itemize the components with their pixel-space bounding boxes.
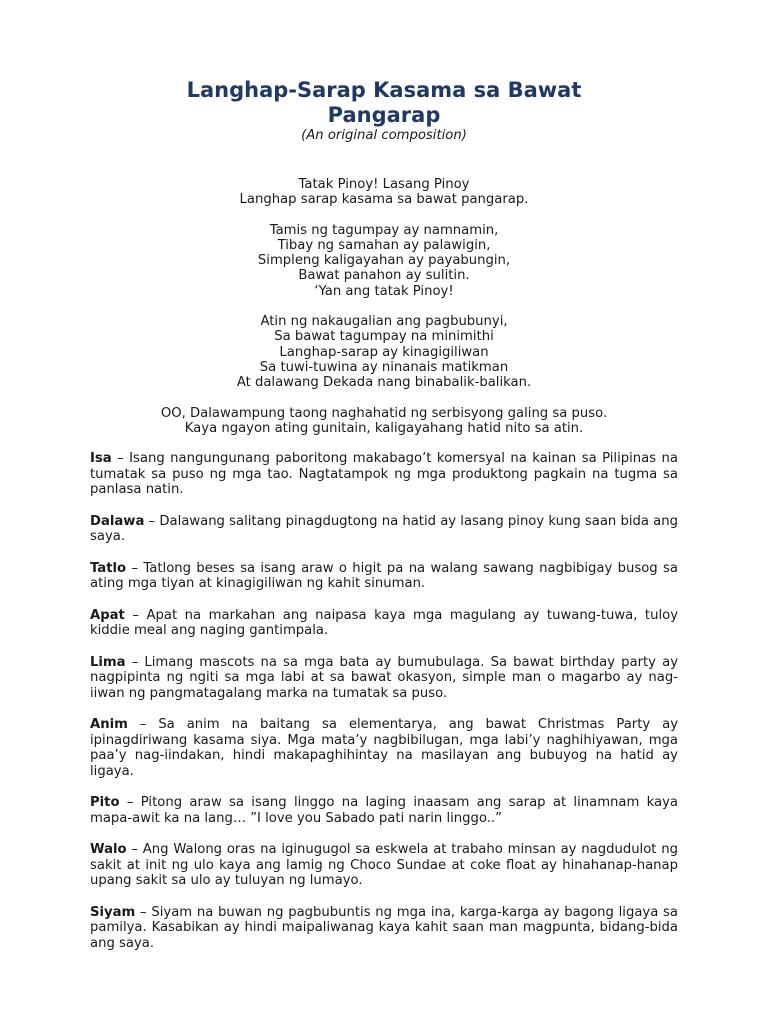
document-title [90,78,678,128]
stanza-line: Tibay ng samahan ay palawigin, [277,237,491,253]
paragraph-walo [90,842,678,889]
paragraph-term: Pito [90,795,120,811]
stanza-line: Tatak Pinoy! Lasang Pinoy [298,177,470,192]
paragraph-text: – Siyam na buwan ng pagbubuntis ng mga ina, karga-karga ay bagong ligaya sa pamilya. Kasabikan ay hindi maipaliwanag kaya kahit saan man magpunta, bidang-bida ang saya. [90,904,678,951]
paragraph-text: – Dalawang salitang pinagdugtong na hatid ay lasang pinoy kung saan bida ang saya. [90,513,678,545]
paragraph-tatlo [90,561,678,592]
stanza-line: Bawat panahon ay sulitin. [298,268,470,284]
stanza-1 [90,177,678,208]
paragraph-text: – Sa anim na baitang sa elementarya, ang bawat Christmas Party ay ipinagdiriwang kasama siya. Mga mata’y nagbibilugan, mga labi’y naghihiyawan, mga paa’y nag-iindakan, hindi makapaghihintay na masilayan ang bubuyog na hatid ay ligaya. [90,717,678,779]
paragraph-text: – Pitong araw sa isang linggo na laging inaasam ang sarap at linamnam kaya mapa-awit ka na lang… ”I love you Sabado pati narin linggo..” [90,795,678,826]
paragraph-lima [90,655,678,702]
stanza-line: Tamis ng tagumpay ay namnamin, [269,222,499,238]
paragraph-apat [90,608,678,639]
document-page [90,78,678,967]
numbered-paragraphs [90,451,678,951]
paragraph-text: – Limang mascots na sa mga bata ay bumubulaga. Sa bawat birthday party ay nagpipinta ng ngiti sa mga labi at sa bawat okasyon, simple man o magarbo ay nag-iiwan ng pangmatagalang marka na tumatak sa puso. [90,654,678,701]
stanza-line: Langhap sarap kasama sa bawat pangarap. [239,192,529,208]
paragraph-term: Apat [90,607,125,623]
paragraph-text: – Ang Walong oras na iginugugol sa eskwela at trabaho minsan ay nagdudulot ng sakit at init ng ulo kaya ang lamig ng Choco Sundae at coke float ay hinahanap-hanap upang sakit sa ulo ay tuluyan ng lumayo. [90,842,678,889]
stanza-line: Simpleng kaligayahan ay payabungin, [257,253,511,269]
paragraph-term: Isa [90,451,112,467]
stanza-line: OO, Dalawampung taong naghahatid ng serbisyong galing sa puso. [160,405,608,421]
stanza-2 [90,223,678,299]
paragraph-siyam [90,905,678,952]
paragraph-dalawa [90,514,678,545]
paragraph-text: – Apat na markahan ang naipasa kaya mga magulang ay tuwang-tuwa, tuloy kiddie meal ang naging gantimpala. [90,607,678,639]
paragraph-term: Tatlo [90,560,127,576]
paragraph-isa [90,451,678,498]
paragraph-term: Anim [90,717,128,733]
stanza-3 [90,314,678,390]
paragraph-term: Dalawa [90,513,145,529]
paragraph-term: Lima [90,654,126,670]
stanza-line: ‘Yan ang tatak Pinoy! [314,283,454,299]
paragraph-term: Walo [90,842,127,858]
paragraph-text: – Isang nangungunang paboritong makabago’t komersyal na kainan sa Pilipinas na tumatak sa puso ng mga tao. Nagtatampok ng mga produktong pagkain na tugma sa panlasa natin. [90,451,678,498]
stanza-line: Sa tuwi-tuwina ay ninanais matikman [259,359,509,375]
stanza-line: At dalawang Dekada nang binabalik-balikan. [236,375,532,391]
document-subtitle: (An original composition) [301,128,467,143]
poem-stanzas [90,177,678,436]
title-line-1: Langhap-Sarap Kasama sa Bawat [186,78,582,102]
title-line-2: Pangarap [327,103,441,127]
paragraph-text: – Tatlong beses sa isang araw o higit pa na walang sawang nagbibigay busog sa ating mga tiyan at kinagigiliwan ng kahit sinuman. [90,560,678,592]
stanza-line: Kaya ngayon ating gunitain, kaligayahang hatid nito sa atin. [184,420,584,436]
paragraph-term: Siyam [90,904,136,920]
stanza-line: Atin ng nakaugalian ang pagbubunyi, [260,314,508,330]
stanza-line: Langhap-sarap ay kinagigiliwan [279,344,489,360]
stanza-4 [90,406,678,437]
paragraph-anim [90,717,678,779]
stanza-line: Sa bawat tagumpay na minimithi [274,329,494,345]
paragraph-pito [90,795,678,826]
